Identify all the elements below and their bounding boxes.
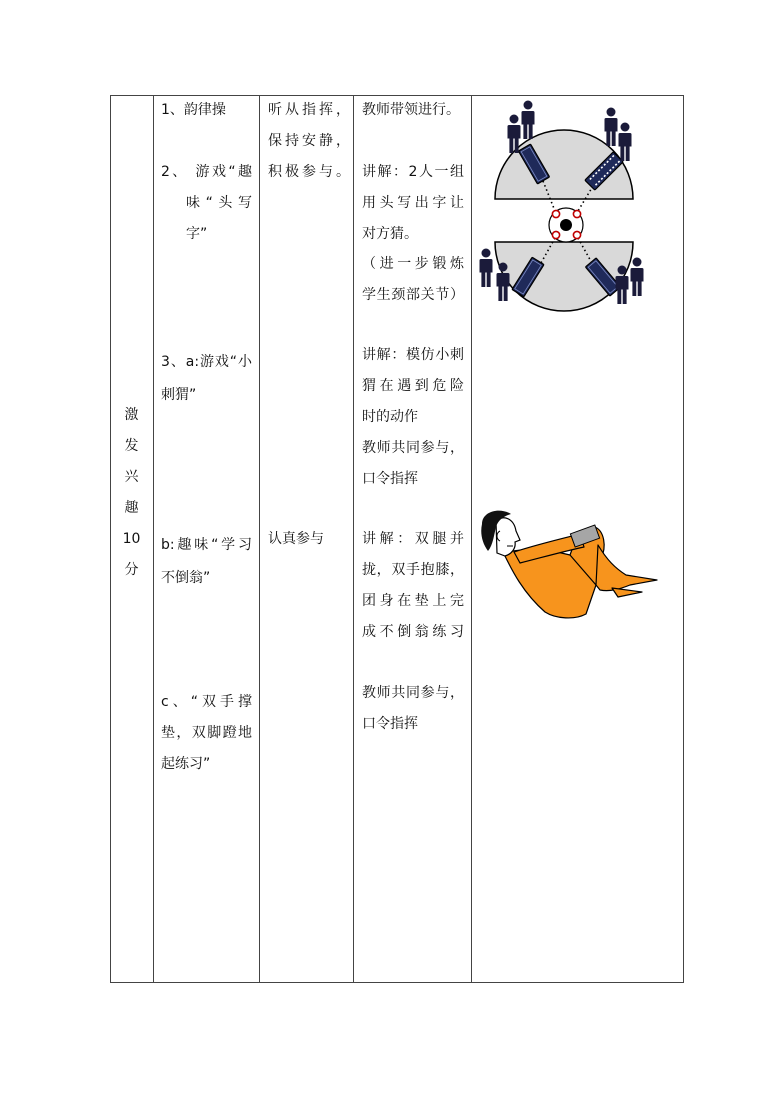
student-line: 认真参与	[268, 531, 324, 547]
teacher-line: （进一步锻炼	[362, 256, 464, 272]
teacher-line: 口令指挥	[362, 471, 418, 487]
teacher-activity-3	[362, 249, 464, 311]
teacher-line: 用头写出字让	[362, 195, 464, 211]
teacher-line: 教师带领进行。	[362, 102, 460, 118]
section-label-char: 10	[122, 531, 141, 547]
teacher-line: 成不倒翁练习	[362, 624, 464, 640]
content-line: 字”	[186, 226, 208, 242]
teacher-activity-6	[362, 524, 464, 648]
content-line: 不倒翁”	[161, 570, 211, 586]
teacher-line: 猬在遇到危险	[362, 378, 464, 394]
teacher-activity-7	[362, 678, 464, 740]
teacher-line: 口令指挥	[362, 716, 418, 732]
content-line: 垫，双脚蹬地	[161, 725, 252, 741]
content-item-1	[161, 95, 252, 126]
teacher-line: 团身在垫上完	[362, 593, 464, 609]
teacher-activity-4	[362, 340, 464, 433]
student-line: 积极参与。	[268, 164, 350, 180]
content-line: b:趣味“学习	[161, 537, 252, 553]
student-activity-2	[268, 524, 350, 555]
student-line: 听从指挥，	[268, 102, 350, 118]
content-line: 刺猬”	[161, 387, 197, 403]
column-divider	[259, 95, 260, 983]
content-line: 2、 游戏“趣	[161, 164, 252, 180]
section-label-char: 趣	[124, 500, 139, 516]
student-line: 保持安静，	[268, 133, 350, 149]
teacher-line: 讲解：2人一组	[362, 164, 464, 180]
student-activity-1	[268, 95, 350, 188]
section-label-char: 分	[124, 562, 139, 578]
teacher-line: 讲解：模仿小刺	[362, 347, 464, 363]
content-line: c、“双手撑	[161, 694, 252, 710]
section-label	[110, 400, 153, 586]
teacher-line: 教师共同参与，	[362, 440, 464, 456]
section-label-char: 激	[124, 407, 139, 423]
content-item-2	[161, 157, 252, 250]
teacher-line: 讲解：双腿并	[362, 531, 464, 547]
content-line: 3、a:游戏“小	[161, 354, 252, 370]
content-line: 味“头写	[186, 195, 252, 211]
teacher-line: 时的动作	[362, 409, 418, 425]
content-item-3a	[161, 346, 252, 412]
teacher-line: 对方猜。	[362, 226, 418, 242]
content-line: 1、韵律操	[161, 102, 226, 118]
teacher-activity-2	[362, 157, 464, 250]
column-divider	[471, 95, 472, 983]
column-divider	[353, 95, 354, 983]
column-divider	[153, 95, 154, 983]
teacher-line: 教师共同参与，	[362, 685, 464, 701]
section-label-char: 兴	[124, 469, 139, 485]
teacher-line: 学生颈部关节）	[362, 287, 464, 303]
content-item-3b	[161, 529, 252, 595]
teacher-activity-5	[362, 433, 464, 495]
teacher-line: 拢，双手抱膝，	[362, 562, 464, 578]
section-label-char: 发	[124, 438, 139, 454]
content-item-3c	[161, 687, 252, 780]
content-line: 起练习”	[161, 756, 211, 772]
teacher-activity-1	[362, 95, 464, 126]
